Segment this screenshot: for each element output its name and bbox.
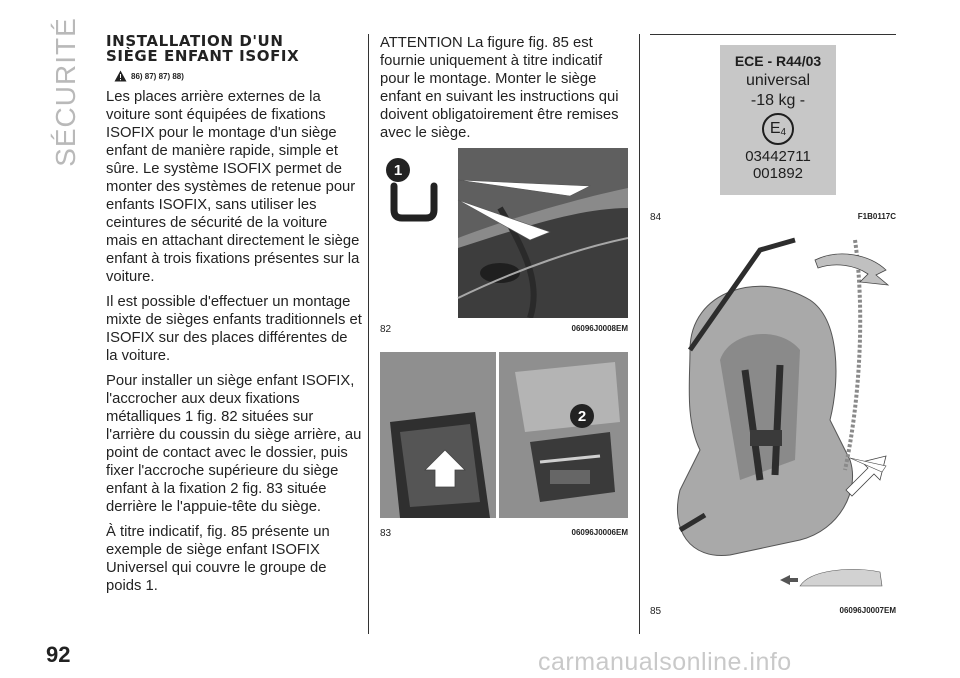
paragraph-1: Les places arrière externes de la voiture sont équipées de fixations ISOFIX pour le montage d'un siège enfant de manière rapide, simple et sûre. Le système ISOFIX permet de monter des systèmes de retenue pour enfants ISOFIX, sans utiliser les ceintures de sécurité de la voiture mais en attachant directement le siège enfant à trois fixations présentes sur la voiture.: [106, 89, 360, 285]
figure-83-top-tether: [380, 352, 628, 518]
column-divider-1: [368, 34, 369, 634]
callout-1: [386, 158, 410, 182]
figure-85-code: 06096J0007EM: [839, 606, 896, 615]
paragraph-2: Il est possible d'effectuer un montage mixte de sièges enfants traditionnels et ISOFIX sur des places différentes de la voiture.: [106, 294, 362, 364]
e-mark-icon: [762, 113, 794, 145]
figure-85-caption: [650, 606, 896, 617]
e-mark-number: 4: [780, 126, 787, 138]
text-column-middle: [380, 34, 628, 149]
label-ece: ECE - R44/03: [734, 53, 822, 69]
figure-84-code: F1B0117C: [857, 212, 896, 221]
figure-83-caption: [380, 528, 628, 539]
callout-1-label: 1: [393, 161, 403, 179]
figure-83-number: 83: [380, 528, 392, 539]
section-side-tab: [46, 17, 86, 167]
figure-85-number: 85: [650, 606, 662, 617]
e-mark-letter: E: [769, 120, 781, 137]
figure-82-caption: [380, 324, 628, 335]
attention-note: ATTENTION La figure fig. 85 est fournie uniquement à titre indicatif pour le montage. Monter le siège enfant en suivant les instructions qui doivent obligatoirement être remises avec le siège.: [380, 35, 619, 141]
figure-83-code: 06096J0006EM: [571, 528, 628, 537]
page-number: 92: [46, 642, 71, 667]
figure-82-code: 06096J0008EM: [571, 324, 628, 333]
figure-85-isofix-child-seat: [650, 230, 896, 598]
figure-82-number: 82: [380, 324, 392, 335]
label-weight: -18 kg -: [750, 92, 806, 109]
figure-84-caption: [650, 212, 896, 223]
label-universal: universal: [745, 72, 811, 89]
warning-reference: [114, 70, 362, 82]
warning-triangle-icon: [114, 70, 127, 82]
figure-82-isofix-anchors: [380, 148, 628, 318]
figure-84-homologation-label: [650, 34, 896, 203]
text-column-left: [106, 34, 362, 602]
callout-2: [570, 404, 594, 428]
homologation-label-plate: [720, 45, 836, 195]
callout-2-label: 2: [577, 407, 587, 425]
label-serial: 001892: [752, 165, 804, 182]
watermark: carmanualsonline.info: [538, 648, 792, 676]
section-heading: [106, 34, 362, 64]
paragraph-3: Pour installer un siège enfant ISOFIX, l'accrocher aux deux fixations métalliques 1 fig. 82 situées sur l'arrière du coussin du siège arrière, au point de contact avec le dossier, puis fixer l'accroche supérieure du siège enfant à la fixation 2 fig. 83 située derrière le l'appuie-tête du siège.: [106, 373, 362, 515]
figure-84-number: 84: [650, 212, 662, 223]
heading-line-2: SIÈGE ENFANT ISOFIX: [106, 47, 300, 65]
paragraph-4: À titre indicatif, fig. 85 présente un exemple de siège enfant ISOFIX Universel qui couvre le groupe de poids 1.: [106, 524, 330, 594]
heading-line-1: INSTALLATION D'UN: [106, 32, 284, 50]
side-tab-label: SÉCURITÉ: [50, 17, 82, 167]
warning-refs: 86) 87) 87) 88): [131, 71, 184, 81]
column-divider-2: [639, 34, 640, 634]
label-approval-number: 03442711: [745, 148, 811, 165]
